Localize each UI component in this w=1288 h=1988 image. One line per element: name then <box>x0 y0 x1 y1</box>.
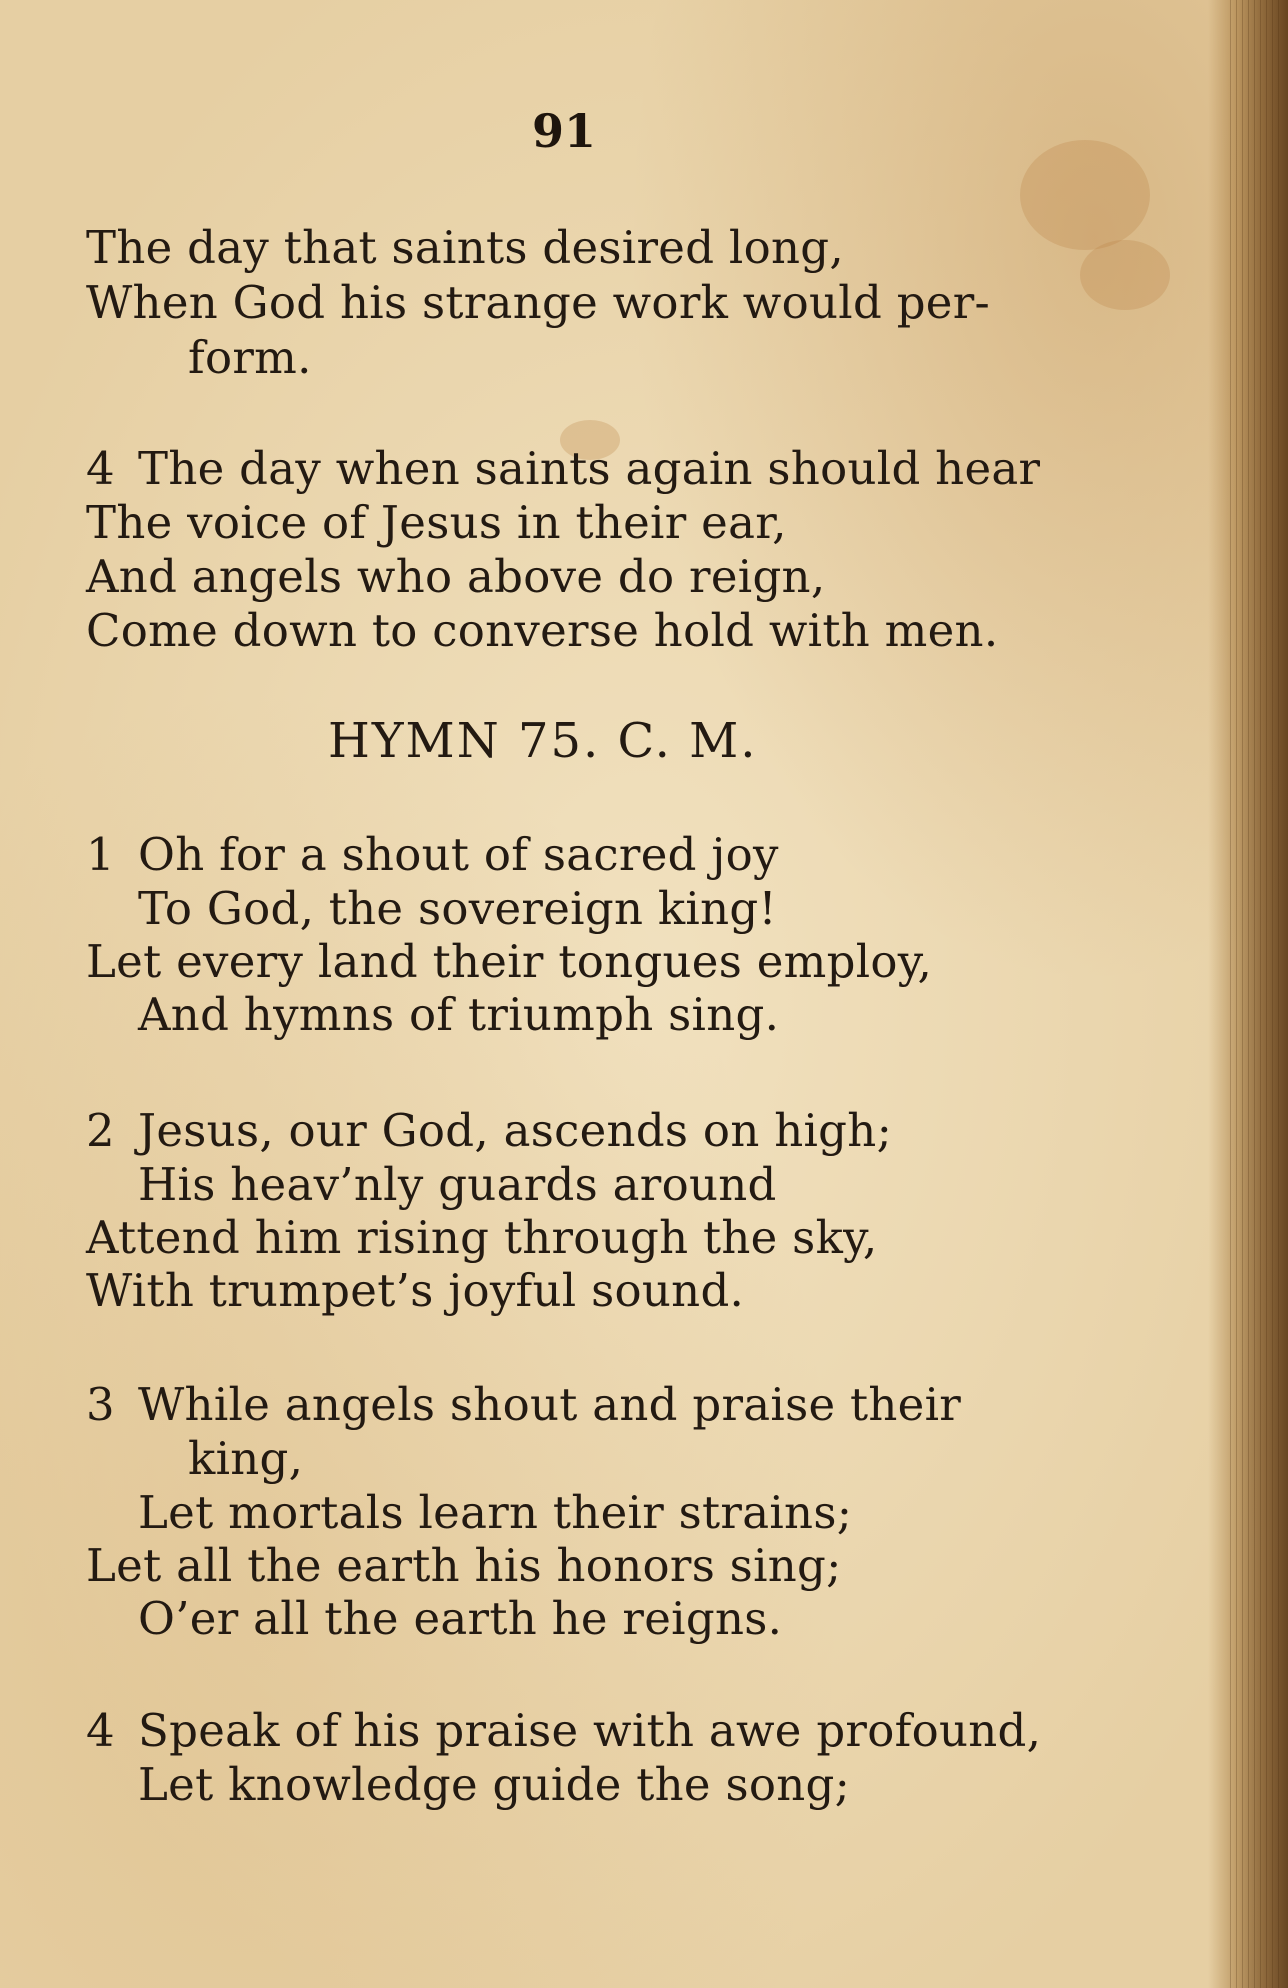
stanza-4b-line-2: Let knowledge guide the song; <box>138 1758 851 1811</box>
stanza-3-line-3: Let mortals learn their strains; <box>138 1486 853 1539</box>
stanza-2-line-2: His heav’nly guards around <box>138 1158 777 1211</box>
stanza-3-number: 3 <box>86 1378 115 1431</box>
page-number: 91 <box>532 104 597 158</box>
stanza-2-line-4: With trumpet’s joyful sound. <box>86 1264 745 1317</box>
stanza-1-number: 1 <box>86 828 115 881</box>
top-line-3: form. <box>188 331 312 384</box>
stanza-4-line-2: The voice of Jesus in their ear, <box>86 496 787 549</box>
stanza-3-line-1: While angels shout and praise their <box>138 1378 962 1431</box>
stanza-3-line-2: king, <box>188 1432 304 1485</box>
stanza-4-number: 4 <box>86 442 115 495</box>
top-line-2: When God his strange work would per- <box>86 276 991 329</box>
stanza-2-number: 2 <box>86 1104 115 1157</box>
stain-top-right <box>1020 140 1150 250</box>
stain-upper-right <box>1080 240 1170 310</box>
hymn-heading: HYMN 75. C. M. <box>328 713 758 769</box>
stanza-1-line-1: Oh for a shout of sacred joy <box>138 828 779 881</box>
stanza-2-line-1: Jesus, our God, ascends on high; <box>138 1104 893 1157</box>
stanza-1-line-3: Let every land their tongues employ, <box>86 935 933 988</box>
stanza-4b-number: 4 <box>86 1704 115 1757</box>
stanza-3-line-4: Let all the earth his honors sing; <box>86 1539 842 1592</box>
stanza-4-line-1: The day when saints again should hear <box>138 442 1041 495</box>
stanza-3-line-5: O’er all the earth he reigns. <box>138 1592 783 1645</box>
stanza-4b-line-1: Speak of his praise with awe profound, <box>138 1704 1042 1757</box>
stanza-1-line-2: To God, the sovereign king! <box>138 882 777 935</box>
stanza-4-line-4: Come down to converse hold with men. <box>86 604 999 657</box>
page-edge-lines <box>1230 0 1280 1988</box>
top-line-1: The day that saints desired long, <box>86 221 845 274</box>
stanza-2-line-3: Attend him rising through the sky, <box>86 1211 878 1264</box>
stanza-4-line-3: And angels who above do reign, <box>86 550 826 603</box>
stanza-1-line-4: And hymns of triumph sing. <box>138 988 780 1041</box>
